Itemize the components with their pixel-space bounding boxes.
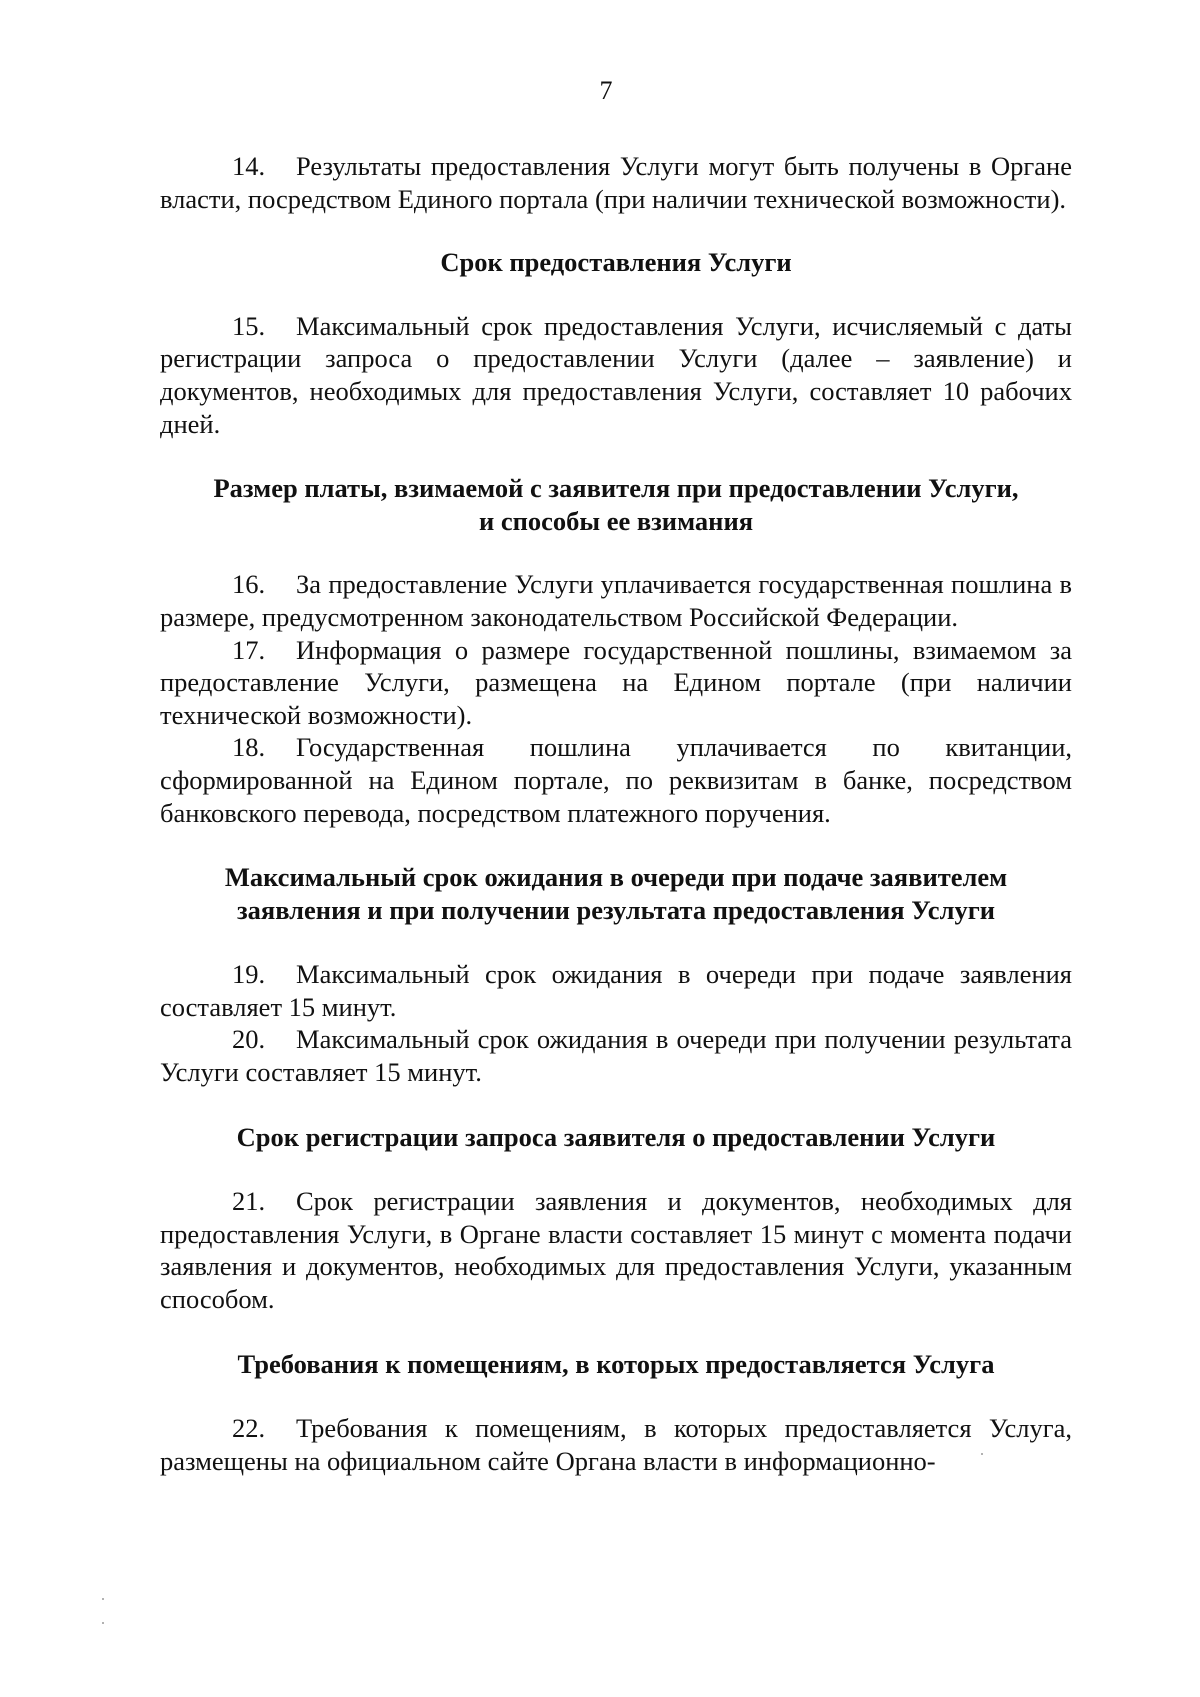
paragraph-19 [160,958,1072,1023]
section-heading-block [160,472,1072,537]
section-heading: Срок предоставления Услуги [440,247,792,278]
paragraph-number: 18. [232,732,266,763]
page-number: 7 [599,76,613,105]
paragraph-number: 20. [232,1024,266,1055]
paragraph-17 [160,634,1072,732]
scan-speck [981,1453,983,1455]
section-heading: Срок регистрации запроса заявителя о предоставлении Услуги [236,1121,996,1152]
paragraph-22 [160,1412,1072,1477]
section-heading-line: и способы ее взимания [478,505,754,536]
document-body [160,150,1072,1477]
paragraph-number: 21. [232,1186,266,1217]
paragraph-18 [160,731,1072,829]
scan-speck [102,1622,104,1624]
section-heading-line: Максимальный срок ожидания в очереди при подаче заявителем [224,862,1008,893]
section-heading-line: заявления и при получении результата предоставления Услуги [236,894,995,925]
paragraph-16 [160,568,1072,633]
paragraph-text: Максимальный срок ожидания в очереди при получении результата Услуги составляет 15 минут. [160,1024,1072,1088]
paragraph-number: 14. [232,151,266,181]
paragraph-15 [160,310,1072,440]
paragraph-text: Государственная пошлина уплачивается по квитанции, сформированной на Едином портале, по реквизитам в банке, посредством банковского перевода, посредством платежного поручения. [160,732,1072,828]
paragraph-number: 19. [232,959,266,990]
paragraph-number: 16. [232,569,266,600]
section-heading-block [160,861,1072,926]
paragraph-text: Максимальный срок ожидания в очереди при подаче заявления составляет 15 минут. [160,959,1072,1022]
paragraph-20 [160,1023,1072,1088]
section-heading-line: Размер платы, взимаемой с заявителя при предоставлении Услуги, [213,473,1019,504]
scan-speck [102,1598,104,1600]
paragraph-text: Максимальный срок предоставления Услуги, исчисляемый с даты регистрации запроса о предоставлении Услуги (далее – заявление) и документов, необходимых для предоставления Услуги, составляет 10 рабочих дней. [160,310,1072,439]
paragraph-number: 17. [232,634,266,665]
paragraph-text: Информация о размере государственной пошлины, взимаемом за предоставление Услуги, размещена на Едином портале (при наличии технической возможности). [160,634,1072,730]
paragraph-text: Результаты предоставления Услуги могут быть получены в Органе власти, посредством Единого портала (при наличии технической возможности). [160,151,1072,214]
paragraph-14 [160,150,1072,215]
paragraph-21 [160,1185,1072,1315]
section-heading: Требования к помещениям, в которых предоставляется Услуга [237,1348,995,1379]
paragraph-number: 15. [232,310,266,341]
paragraph-text: За предоставление Услуги уплачивается государственная пошлина в размере, предусмотренном законодательством Российской Федерации. [160,569,1072,632]
paragraph-number: 22. [232,1413,266,1444]
paragraph-text: Срок регистрации заявления и документов, необходимых для предоставления Услуги, в Органе власти составляет 15 минут с момента подачи заявления и документов, необходимых для предоставления Услуги, указанным способом. [160,1186,1072,1315]
paragraph-text: Требования к помещениям, в которых предоставляется Услуга, размещены на официальном сайте Органа власти в информационно- [160,1413,1072,1476]
